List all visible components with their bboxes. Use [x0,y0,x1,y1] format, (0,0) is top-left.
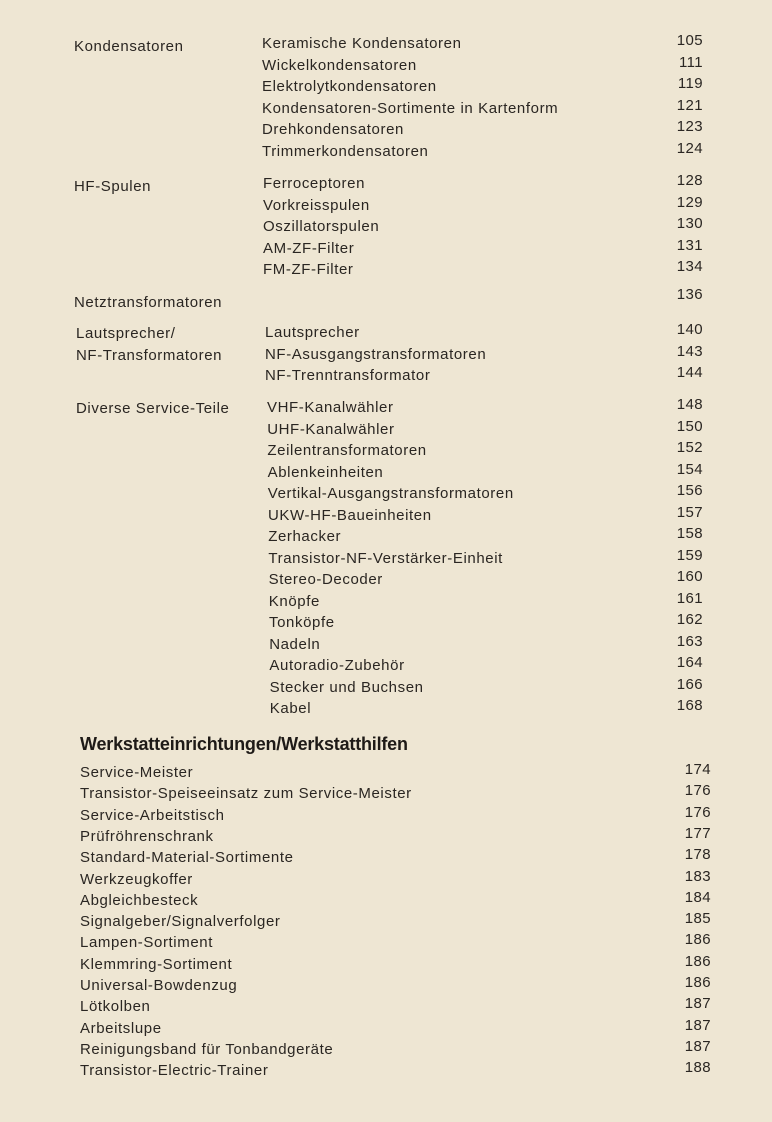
entry-title: Keramische Kondensatoren [262,35,462,52]
page-number: 188 [684,1059,711,1077]
page-number: 187 [684,1016,711,1034]
page-number: 143 [676,342,703,360]
page-number: 162 [676,611,703,628]
entry-title: Drehkondensatoren [262,121,404,138]
entry-title: Transistor-Electric-Trainer [80,1062,269,1080]
entry-title: Zeilentransformatoren [267,442,427,459]
entry-title: Knöpfe [268,592,320,610]
entry-title: Werkzeugkoffer [80,870,193,888]
entry-title: Oszillatorspulen [263,218,380,235]
entry-title: NF-Trenntransformator [265,367,431,384]
entry-title: UKW-HF-Baueinheiten [268,506,432,524]
entry-title: Nadeln [269,635,321,653]
entry-title: Arbeitslupe [80,1019,162,1037]
entry-title: FM-ZF-Filter [263,261,354,278]
entry-title: Elektrolytkondensatoren [262,78,437,95]
entry-title: Signalgeber/Signalverfolger [80,913,281,931]
entry-title: Vorkreisspulen [263,196,370,214]
page-number: 164 [676,654,703,671]
page-number: 186 [684,974,711,991]
entry-title: NF-Asusgangstransformatoren [265,345,487,363]
page-number: 178 [684,846,711,864]
group-label: Netztransformatoren [74,294,223,311]
entry-title: AM-ZF-Filter [263,239,355,257]
entry-title: Abgleichbesteck [80,891,199,909]
entry-title: Ablenkeinheiten [267,463,384,481]
page-number: 186 [684,952,711,970]
page-number: 144 [676,364,703,381]
page-number: 123 [676,118,703,135]
entry-title: Autoradio-Zubehör [269,657,405,674]
page-number: 111 [678,53,703,71]
page-number: 121 [676,96,703,114]
page-number: 159 [676,546,703,564]
group-label: NF-Transformatoren [76,347,223,364]
entry-title: Vertikal-Ausgangstransformatoren [267,485,514,502]
entry-title: Stereo-Decoder [268,571,383,588]
page-number: 124 [676,139,703,157]
page-number: 119 [677,75,703,92]
page-number: 166 [676,675,703,693]
entry-title: Lampen-Sortiment [80,934,213,952]
entry-title: Lötkolben [80,998,151,1016]
page-number: 134 [676,258,703,275]
page-number: 161 [676,589,703,607]
entry-title: Lautsprecher [265,324,360,341]
group-label: Kondensatoren [74,38,184,55]
page-number: 129 [676,193,703,211]
entry-title: Ferroceptoren [263,175,366,192]
entry-title: Kondensatoren-Sortimente in Kartenform [262,99,559,117]
page-number: 152 [676,439,703,456]
entry-title: Stecker und Buchsen [269,678,424,696]
entry-title: Reinigungsband für Tonbandgeräte [80,1040,334,1058]
entry-title: Wickelkondensatoren [262,56,417,74]
entry-title: Kabel [269,700,312,717]
entry-title: Transistor-NF-Verstärker-Einheit [268,549,503,567]
group-label: HF-Spulen [74,178,152,195]
page-number: 187 [684,1037,711,1055]
page-number: 131 [676,236,703,254]
entry-title: Zerhacker [268,528,342,545]
entry-title: Universal-Bowdenzug [80,977,238,994]
entry-title: Standard-Material-Sortimente [80,849,294,867]
page-number: 186 [684,931,711,949]
entry-title: Service-Meister [80,764,194,781]
page-number: 177 [684,824,711,842]
section-heading: Werkstatteinrichtungen/Werkstatthilfen [80,734,408,754]
page-number: 154 [676,460,703,478]
entry-title: Klemmring-Sortiment [80,955,233,973]
page-number: 184 [684,888,711,906]
group-label: Diverse Service-Teile [76,400,230,417]
entry-title: UHF-Kanalwähler [267,420,395,438]
group-label: Lautsprecher/ [76,325,176,342]
entry-title: Prüfröhrenschrank [80,827,214,845]
entry-title: Trimmerkondensatoren [262,142,429,160]
entry-title: VHF-Kanalwähler [267,399,394,416]
page-number: 176 [684,803,711,821]
page-number: 136 [676,286,703,303]
page-number: 130 [676,215,703,232]
page-number: 140 [676,321,703,338]
page-number: 185 [684,910,711,928]
page-number: 168 [676,697,703,714]
page-number: 156 [676,482,703,499]
entry-title: Tonköpfe [269,614,335,631]
page-number: 105 [676,32,703,49]
page-number: 158 [676,525,703,542]
page-number: 157 [676,503,703,521]
page-number: 150 [676,417,703,435]
page-number: 148 [676,396,703,413]
page-number: 187 [684,995,711,1013]
page-number: 160 [676,568,703,585]
page-number: 163 [676,632,703,650]
page-number: 174 [684,761,711,778]
page-number: 128 [676,172,703,189]
entry-title: Service-Arbeitstisch [80,806,225,824]
page-number: 176 [684,782,711,800]
page-number: 183 [684,867,711,885]
entry-title: Transistor-Speiseeinsatz zum Service-Meister [80,785,412,803]
